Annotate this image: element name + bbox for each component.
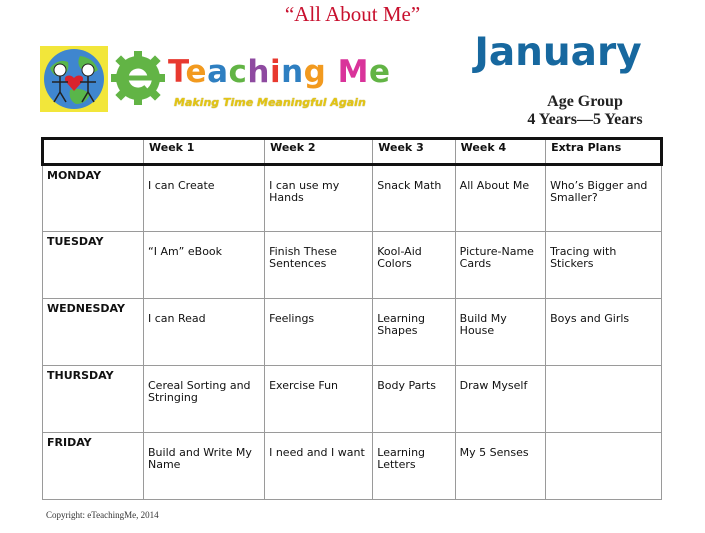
table-cell: I need and I want xyxy=(265,433,373,500)
brand-letter: T xyxy=(168,54,186,90)
brand-letter: e xyxy=(369,54,391,90)
header-cell-week-2: Week 2 xyxy=(265,139,373,165)
table-cell: Tracing with Stickers xyxy=(546,232,662,299)
table-row xyxy=(43,165,662,232)
table-cell: My 5 Senses xyxy=(455,433,545,500)
day-label: MONDAY xyxy=(43,165,144,232)
brand-letter: i xyxy=(269,54,282,90)
header-cell-week-3: Week 3 xyxy=(373,139,455,165)
table-cell: Build and Write My Name xyxy=(144,433,265,500)
table-cell: Feelings xyxy=(265,299,373,366)
brand-letter: a xyxy=(207,54,229,90)
table-cell: Who’s Bigger and Smaller? xyxy=(546,165,662,232)
table-cell: Picture-Name Cards xyxy=(455,232,545,299)
day-label: THURSDAY xyxy=(43,366,144,433)
age-range: 4 Years—5 Years xyxy=(527,111,643,128)
brand-letter: n xyxy=(281,54,304,90)
table-cell: I can use my Hands xyxy=(265,165,373,232)
brand-tagline: Making Time Meaningful Again xyxy=(174,96,366,109)
gear-e-icon xyxy=(110,50,166,106)
brand-letter: h xyxy=(247,54,270,90)
day-label: TUESDAY xyxy=(43,232,144,299)
eteachingme-logo xyxy=(40,46,400,116)
day-label: FRIDAY xyxy=(43,433,144,500)
table-row xyxy=(43,433,662,500)
brand-letter: M xyxy=(337,54,370,90)
table-cell: Finish These Sentences xyxy=(265,232,373,299)
table-cell: Cereal Sorting and Stringing xyxy=(144,366,265,433)
age-group xyxy=(500,93,670,129)
brand-letter: g xyxy=(303,54,327,90)
brand-letter xyxy=(326,54,337,90)
copyright-notice: Copyright: eTeachingMe, 2014 xyxy=(46,510,159,520)
table-cell: Exercise Fun xyxy=(265,366,373,433)
table-row xyxy=(43,232,662,299)
brand-letter: c xyxy=(228,54,248,90)
lesson-plan-table xyxy=(41,137,663,500)
table-cell xyxy=(546,366,662,433)
table-cell: Learning Letters xyxy=(373,433,455,500)
day-label: WEDNESDAY xyxy=(43,299,144,366)
table-row xyxy=(43,299,662,366)
header-cell-week-4: Week 4 xyxy=(455,139,545,165)
header-cell-week-1: Week 1 xyxy=(144,139,265,165)
document-title: “All About Me” xyxy=(284,2,421,26)
header-cell-extra-plans: Extra Plans xyxy=(546,139,662,165)
table-row xyxy=(43,366,662,433)
table-cell: I can Read xyxy=(144,299,265,366)
brand-name xyxy=(168,54,391,90)
month-title: January xyxy=(474,30,642,75)
table-cell: All About Me xyxy=(455,165,545,232)
table-cell: Build My House xyxy=(455,299,545,366)
table-cell: Kool-Aid Colors xyxy=(373,232,455,299)
table-cell: Snack Math xyxy=(373,165,455,232)
children-globe-icon xyxy=(40,46,108,112)
table-header-row xyxy=(43,139,662,165)
brand-letter: e xyxy=(185,54,208,90)
table-cell xyxy=(546,433,662,500)
table-cell: Draw Myself xyxy=(455,366,545,433)
table-cell: I can Create xyxy=(144,165,265,232)
table-cell: Body Parts xyxy=(373,366,455,433)
age-group-label: Age Group xyxy=(547,93,623,110)
table-cell: Boys and Girls xyxy=(546,299,662,366)
table-cell: “I Am” eBook xyxy=(144,232,265,299)
header-cell-corner xyxy=(43,139,144,165)
table-cell: Learning Shapes xyxy=(373,299,455,366)
